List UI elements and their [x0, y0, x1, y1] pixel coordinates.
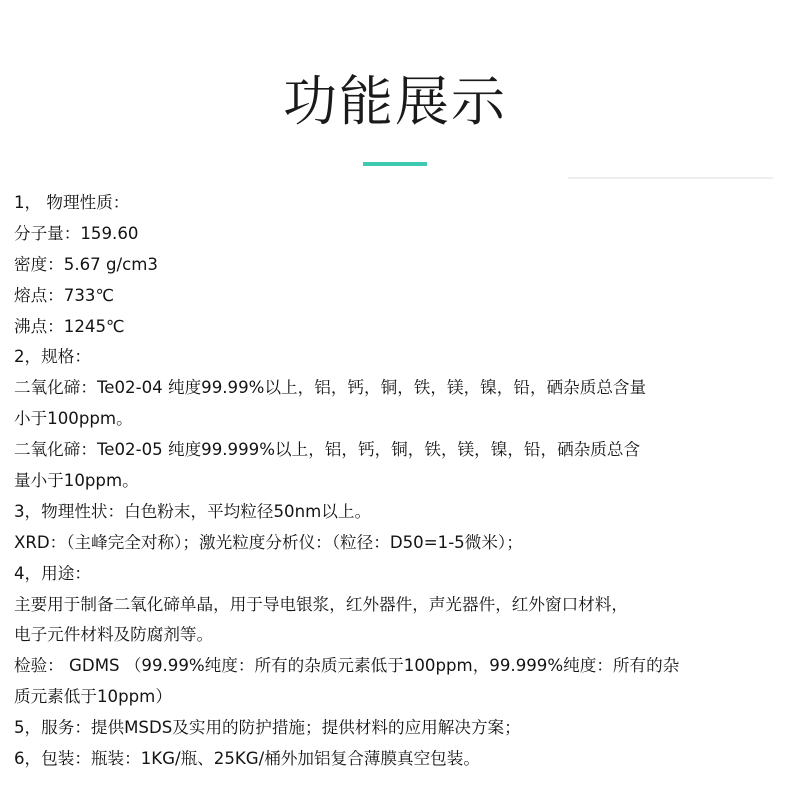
text-line: 质元素低于10ppm）	[14, 687, 172, 707]
text-line: 主要用于制备二氧化碲单晶，用于导电银浆，红外器件，声光器件，红外窗口材料，	[14, 594, 628, 614]
text-line: 分子量：159.60	[14, 223, 139, 243]
text-line: 量小于10ppm。	[14, 471, 139, 491]
spec-text-block	[14, 188, 784, 775]
text-line: 小于100ppm。	[14, 409, 133, 429]
text-line: 熔点：733℃	[14, 285, 115, 305]
text-line: 二氧化碲：Te02-04 纯度99.99%以上，铝，钙，铜，铁，镁，镍，铅，硒杂质总含量	[14, 378, 647, 398]
text-line: 5，服务：提供MSDS及实用的防护措施；提供材料的应用解决方案；	[14, 718, 521, 738]
text-line: 沸点：1245℃	[14, 316, 125, 336]
text-line: 密度：5.67 g/cm3	[14, 254, 158, 274]
text-line: 6，包装：瓶装：1KG/瓶、25KG/桶外加铝复合薄膜真空包装。	[14, 749, 480, 769]
text-line: 2，规格：	[14, 347, 91, 367]
divider	[568, 177, 773, 179]
text-line: 1， 物理性质：	[14, 193, 130, 212]
title-underline	[363, 162, 427, 166]
text-line: 4，用途：	[14, 563, 91, 583]
text-line: 3，物理性状：白色粉末，平均粒径50nm以上。	[14, 501, 372, 521]
text-line: 检验： GDMS （99.99%纯度：所有的杂质元素低于100ppm，99.999%纯度：所有的杂	[14, 656, 680, 676]
text-line: 电子元件材料及防腐剂等。	[14, 625, 214, 645]
text-line: 二氧化碲：Te02-05 纯度99.999%以上，铝，钙，铜，铁，镁，镍，铅，硒杂质总含	[14, 440, 641, 460]
text-line: XRD：（主峰完全对称）；激光粒度分析仪：（粒径：D50=1-5微米）；	[14, 532, 523, 552]
page-title: 功能展示	[283, 70, 507, 133]
